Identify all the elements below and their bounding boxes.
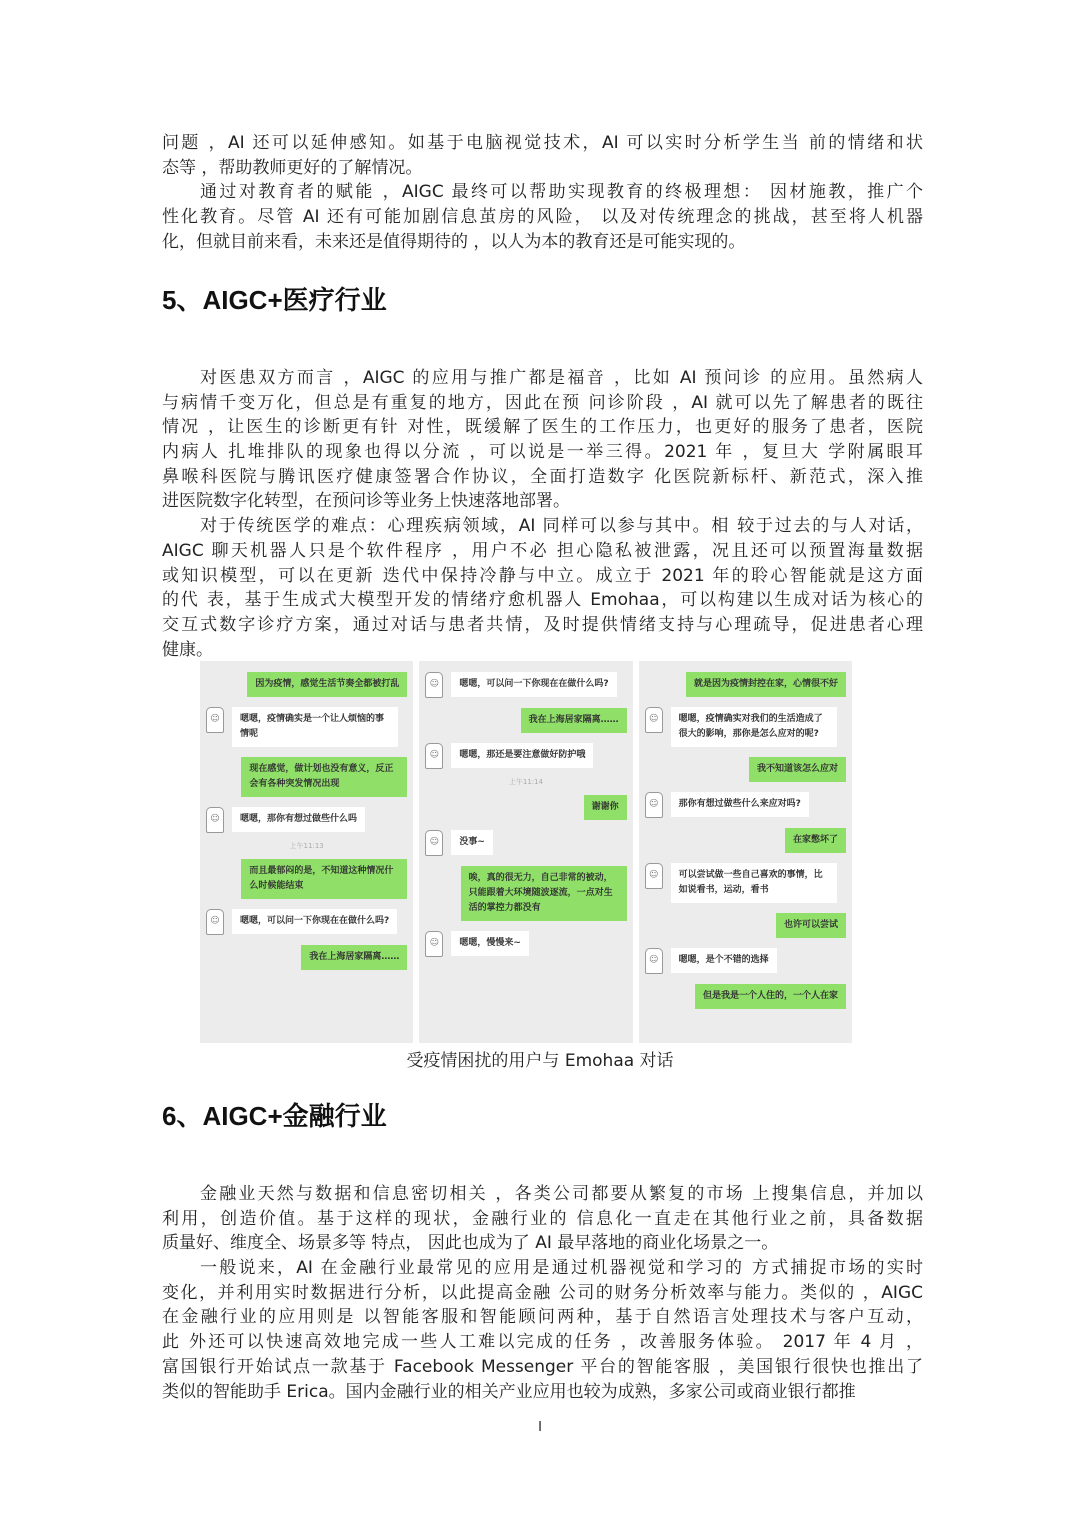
bot-message — [206, 707, 407, 747]
bot-message — [645, 863, 846, 903]
text-line: 质量好、维度全、场景多等 特点， 因此也成为了 AI 最早落地的商业化场景之一。 — [162, 1233, 779, 1254]
text-line: 对医患双方而言 ，AIGC 的应用与推广都是福音 ，比如 AI 预问诊 的应用。虽然病人 — [200, 368, 923, 388]
chat-column-1 — [200, 661, 413, 1043]
chat-timestamp: 上午11:13 — [289, 842, 324, 850]
bot-avatar-icon: ☺ — [645, 707, 663, 733]
bot-avatar-icon: ☺ — [645, 863, 663, 889]
page-number: I — [538, 1420, 542, 1435]
text-line: 鼻喉科医院与腾讯医疗健康签署合作协议，全面打造数字 化医院新标杆、新范式，深入推 — [162, 466, 923, 487]
text-line: 富国银行开始试点一款基于 Facebook Messenger 平台的智能客服 ，美国银行很快也推出了 — [162, 1356, 923, 1377]
bot-message — [206, 909, 407, 935]
bot-avatar-icon: ☺ — [425, 743, 443, 769]
section-5-text-1 — [162, 366, 923, 662]
user-message — [425, 866, 626, 921]
message-bubble: 嗯嗯，那还是要注意做好防护哦 — [451, 743, 593, 768]
user-message — [645, 828, 846, 853]
text-line: 化，但就目前来看，未来还是值得期待的 ，以人为本的教育还是可能实现的。 — [162, 231, 746, 252]
user-message — [206, 672, 407, 697]
text-line: 情况 ，让医生的诊断更有针 对性，既缓解了医生的工作压力，也更好的服务了患者，医院 — [162, 417, 923, 438]
message-bubble: 而且最郁闷的是，不知道这种情况什么时候能结束 — [241, 859, 407, 899]
text-line: 一般说来，AI 在金融行业最常见的应用是通过机器视觉和学习的 方式捕捉市场的实时 — [200, 1258, 923, 1279]
text-line: 进医院数字化转型，在预问诊等业务上快速落地部署。 — [162, 491, 570, 512]
text-line: 在金融行业的应用则是 以智能客服和智能顾问两种，基于自然语言处理技术与客户互动， — [162, 1307, 923, 1328]
user-message — [425, 708, 626, 733]
text-line: 健康。 — [162, 639, 213, 660]
message-bubble: 我在上海居家隔离…… — [521, 708, 627, 733]
bot-avatar-icon: ☺ — [645, 792, 663, 818]
user-message — [645, 757, 846, 782]
bot-message — [425, 743, 626, 769]
message-bubble: 那你有想过做些什么来应对吗? — [671, 792, 809, 817]
text-line: 利用，创造价值。基于这样的现状，金融行业的 信息化一直走在其他行业之前，具备数据 — [162, 1208, 923, 1229]
text-line: 态等 ，帮助教师更好的了解情况。 — [162, 157, 423, 178]
message-bubble: 我在上海居家隔离…… — [301, 945, 407, 970]
text-line: 类似的智能助手 Erica。国内金融行业的相关产业应用也较为成熟，多家公司或商业银行都推 — [162, 1381, 856, 1402]
bot-avatar-icon: ☺ — [425, 830, 443, 856]
text-line: 性化教育。尽管 AI 还有可能加剧信息茧房的风险， 以及对传统理念的挑战，甚至将人机器 — [162, 207, 923, 228]
bot-avatar-icon: ☺ — [425, 931, 443, 957]
chat-screenshot-figure — [200, 661, 852, 1043]
message-bubble: 嗯嗯，那你有想过做些什么吗 — [232, 807, 365, 832]
bot-message — [206, 807, 407, 833]
message-bubble: 嗯嗯，可以问一下你现在在做什么吗? — [232, 909, 397, 934]
user-message — [645, 672, 846, 697]
text-line: 问题 ，AI 还可以延伸感知。如基于电脑视觉技术，AI 可以实时分析学生当 前的情绪和状 — [162, 133, 923, 153]
bot-message — [645, 792, 846, 818]
text-line: 或知识模型，可以在更新 迭代中保持冷静与中立。成立于 2021 年的聆心智能就是这方面 — [162, 565, 923, 586]
text-line: AIGC 聊天机器人只是个软件程序 ，用户不必 担心隐私被泄露，况且还可以预置海量数据 — [162, 540, 923, 561]
user-message — [425, 795, 626, 820]
message-bubble: 没事~ — [451, 830, 493, 855]
section-5-heading: 5、AIGC+医疗行业 — [162, 285, 387, 315]
chat-column-2 — [419, 661, 632, 1043]
user-message — [645, 913, 846, 938]
text-line: 交互式数字诊疗方案，通过对话与患者共情，及时提供情绪支持与心理疏导，促进患者心理 — [162, 614, 923, 635]
user-message — [206, 945, 407, 970]
text-line: 内病人 扎堆排队的现象也得以分流 ，可以说是一举三得。2021 年 ，复旦大 学附属眼耳 — [162, 442, 923, 463]
message-bubble: 我不知道该怎么应对 — [749, 757, 846, 782]
message-bubble: 嗯嗯，疫情确实是一个让人烦恼的事情呢 — [232, 707, 398, 747]
message-bubble: 唉，真的很无力，自己非常的被动，只能跟着大环境随波逐流，一点对生活的掌控力都没有 — [461, 866, 627, 921]
message-bubble: 嗯嗯，是个不错的选择 — [671, 948, 777, 973]
message-bubble: 现在感觉，做计划也没有意义，反正会有各种突发情况出现 — [241, 757, 407, 797]
section-6-heading: 6、AIGC+金融行业 — [162, 1101, 387, 1131]
text-line: 金融业天然与数据和信息密切相关 ，各类公司都要从繁复的市场 上搜集信息，并加以 — [200, 1184, 923, 1204]
bot-message — [425, 931, 626, 957]
user-message — [206, 859, 407, 899]
text-line: 变化，并利用实时数据进行分析，以此提高金融 公司的财务分析效率与能力。类似的 ，AIGC — [162, 1282, 923, 1303]
message-bubble: 在家憋坏了 — [785, 828, 846, 853]
bot-message — [645, 948, 846, 974]
bot-avatar-icon: ☺ — [645, 948, 663, 974]
text-line: 对于传统医学的难点：心理疾病领域，AI 同样可以参与其中。相 较于过去的与人对话， — [200, 516, 923, 537]
user-message — [645, 984, 846, 1009]
text-line: 此 外还可以快速高效地完成一些人工难以完成的任务 ，改善服务体验。 2017 年 4 月 ， — [162, 1332, 923, 1353]
intro-text — [162, 131, 923, 254]
bot-avatar-icon: ☺ — [206, 807, 224, 833]
bot-avatar-icon: ☺ — [425, 672, 443, 698]
section-6-text — [162, 1182, 923, 1404]
bot-message — [425, 672, 626, 698]
bot-message — [425, 830, 626, 856]
bot-message — [645, 707, 846, 747]
message-bubble: 谢谢你 — [584, 795, 627, 820]
message-bubble: 因为疫情，感觉生活节奏全都被打乱 — [247, 672, 407, 697]
message-bubble: 也许可以尝试 — [776, 913, 846, 938]
text-line: 通过对教育者的赋能 ，AIGC 最终可以帮助实现教育的终极理想： 因材施教，推广个 — [200, 182, 923, 203]
figure-caption: 受疫情困扰的用户与 Emohaa 对话 — [406, 1051, 674, 1071]
bot-avatar-icon: ☺ — [206, 909, 224, 935]
message-bubble: 嗯嗯，可以问一下你现在在做什么吗? — [451, 672, 616, 697]
user-message — [206, 757, 407, 797]
message-bubble: 嗯嗯，慢慢来~ — [451, 931, 529, 956]
message-bubble: 但是我是一个人住的，一个人在家 — [695, 984, 846, 1009]
text-line: 的代 表，基于生成式大模型开发的情绪疗愈机器人 Emohaa，可以构建以生成对话为核心的 — [162, 590, 923, 611]
chat-column-3 — [639, 661, 852, 1043]
bot-avatar-icon: ☺ — [206, 707, 224, 733]
message-bubble: 可以尝试做一些自己喜欢的事情，比如说看书，运动，看书 — [671, 863, 837, 903]
message-bubble: 嗯嗯，疫情确实对我们的生活造成了很大的影响，那你是怎么应对的呢? — [671, 707, 837, 747]
message-bubble: 就是因为疫情封控在家，心情很不好 — [686, 672, 846, 697]
text-line: 与病情千变万化，但总是有重复的地方，因此在预 问诊阶段 ，AI 就可以先了解患者的既往 — [162, 392, 923, 413]
chat-timestamp: 上午11:14 — [508, 778, 544, 786]
